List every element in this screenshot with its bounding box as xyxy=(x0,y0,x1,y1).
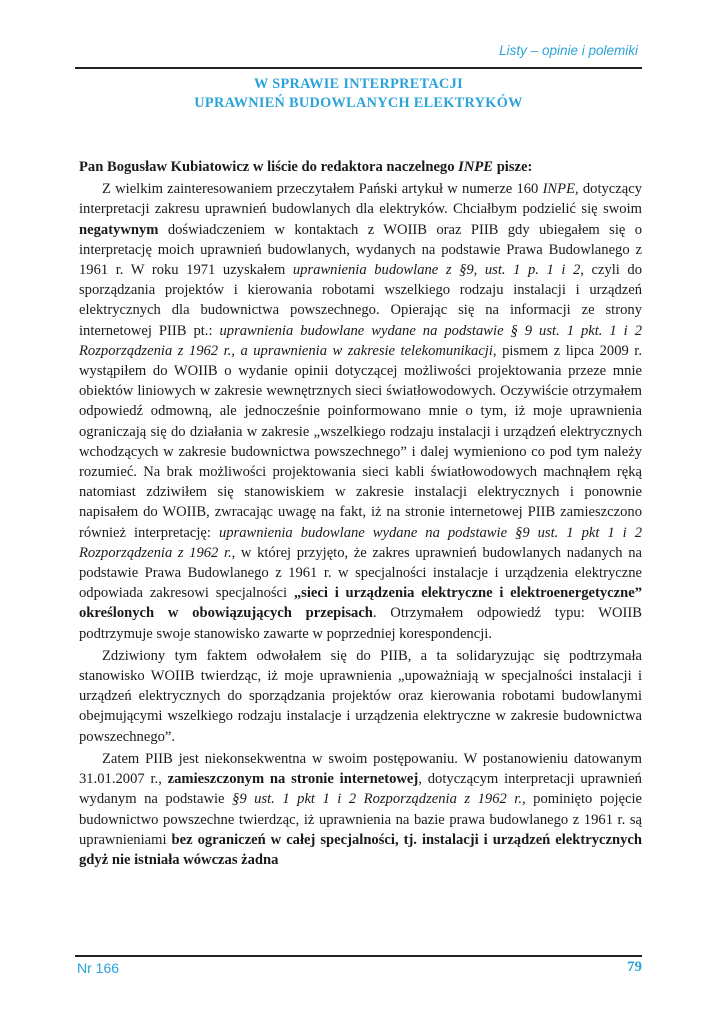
p3-text-3: , pominięto pojęcie budownictwo powszechne twierdząc, iż uprawnienia na bazie prawa budowlanego z 1961 r. są uprawnieniami xyxy=(79,791,642,848)
p1-bold-1: negatywnym xyxy=(79,221,159,238)
article-body xyxy=(79,157,642,870)
p3-text-1: Zatem PIIB jest niekonsekwentna w swoim postępowaniu. W postanowieniu datowanym 31.01.2007 r., xyxy=(79,750,642,788)
paragraph-2 xyxy=(79,646,642,747)
p1-text-1: Z wielkim zainteresowaniem przeczytałem Pański artykuł w numerze 160 xyxy=(102,181,543,198)
paragraph-3 xyxy=(79,749,642,870)
p3-text-2: , dotyczącym interpretacji uprawnień wydanym na podstawie xyxy=(79,771,642,808)
p1-italic-2: uprawnienia budowlane z §9, ust. 1 p. 1 i 2 xyxy=(292,262,581,279)
intro-paragraph xyxy=(79,157,642,177)
paragraph-1 xyxy=(79,179,642,644)
page-number: 79 xyxy=(627,959,642,975)
p1-text-5: , pismem z lipca 2009 r. wystąpiłem do WOIIB o wydanie opinii dotyczącej możliwości projektowania przeze mnie obiektów liniowych w zakresie wewnętrznych sieci światłowodowych. Oczywiście otrzymałem odpowiedź odmowną, ale jednocześnie poinformowano mnie o tym, iż moje uprawnienia ograniczają się do działania w zakresie „wszelkiego rodzaju instalacji i urządzeń elektrycznych wchodzących w zakresie budownictwa powszechnego” i dalej wymieniono co pod tym należy rozumieć. Na brak możliwości projektowania sieci kabli światłowodowych machnąłem ręką natomiast zdziwiłem się stanowiskiem w zakresie instalacji elektrycznych i ponownie napisałem do WOIIB, zwracając uwagę na fakt, iż na stronie internetowej PIIB zamieszczono również interpretację: xyxy=(79,342,642,541)
p1-text-2: , dotyczący interpretacji zakresu uprawnień budowlanych dla elektryków. Chciałbym podzielić się swoim xyxy=(79,181,642,218)
article-title-line-2: UPRAWNIEŃ BUDOWLANYCH ELEKTRYKÓW xyxy=(194,95,523,111)
intro-suffix: pisze: xyxy=(493,159,533,175)
p1-text-4: , czyli do sporządzania projektów i kierowania robotami wszelkiego rodzaju instalacji i urządzeń elektrycznych dla budownictwa powszechnego. Opierając się na informacji ze strony internetowej PIIB pt.: xyxy=(79,262,643,339)
p1-italic-4: uprawnienia budowlane wydane na podstawie §9 ust. 1 pkt 1 i 2 Rozporządzenia z 1962 r. xyxy=(79,524,642,561)
top-divider xyxy=(75,67,642,69)
intro-text: Pan Bogusław Kubiatowicz w liście do redaktora naczelnego xyxy=(79,159,459,175)
p1-text-6: , w której przyjęto, że zakres uprawnień budowlanych nadanych na podstawie Prawa Budowlanego z 1961 r. w specjalności instalacje i urządzenia elektryczne odpowiada zakresowi specjalności xyxy=(79,544,642,602)
p2-text: Zdziwiony tym faktem odwołałem się do PIIB, a ta solidaryzując się podtrzymała stanowisko WOIIB twierdząc, iż moje uprawnienia „upoważniają w specjalności instalacji i urządzeń elektrycznych do sporządzania projektów oraz kierowania robotami budowlanymi obejmującymi wszelkiego rodzaju instalacje i urządzenia elektryczne w zakresie budownictwa powszechnego”. xyxy=(79,647,642,745)
p3-italic-1: §9 ust. 1 pkt 1 i 2 Rozporządzenia z 1962 r. xyxy=(232,791,523,808)
article-title-line-1: W SPRAWIE INTERPRETACJI xyxy=(254,76,463,92)
p1-text-3: doświadczeniem w kontaktach z WOIIB oraz PIIB gdy ubiegałem się o interpretację moich uprawnień budowlanych, wydanych na podstawie Prawa Budowlanego z 1961 r. W roku 1971 uzyskałem xyxy=(79,221,642,279)
bottom-divider xyxy=(75,955,642,957)
issue-number: Nr 166 xyxy=(77,960,120,976)
p1-text-7: . Otrzymałem odpowiedź typu: WOIIB podtrzymuje swoje stanowisko zawarte w poprzedniej korespondencji. xyxy=(79,605,643,642)
p3-bold-2: bez ograniczeń w całej specjalności, tj. instalacji i urządzeń elektrycznych gdyż nie istniała wówczas żadna xyxy=(79,831,642,868)
section-title: Listy – opinie i polemiki xyxy=(499,43,638,58)
p3-bold-1: zamieszczonym na stronie internetowej xyxy=(167,771,419,788)
p1-italic-3: uprawnienia budowlane wydane na podstawie § 9 ust. 1 pkt. 1 i 2 Rozporządzenia z 1962 r., a uprawnienia w zakresie telekomunikacji xyxy=(79,322,642,359)
p1-bold-2: „sieci i urządzenia elektryczne i elektroenergetyczne” określonych w obowiązujących przepisach xyxy=(79,585,642,622)
intro-journal-name: INPE xyxy=(458,159,494,175)
p1-italic-1: INPE xyxy=(542,181,575,198)
